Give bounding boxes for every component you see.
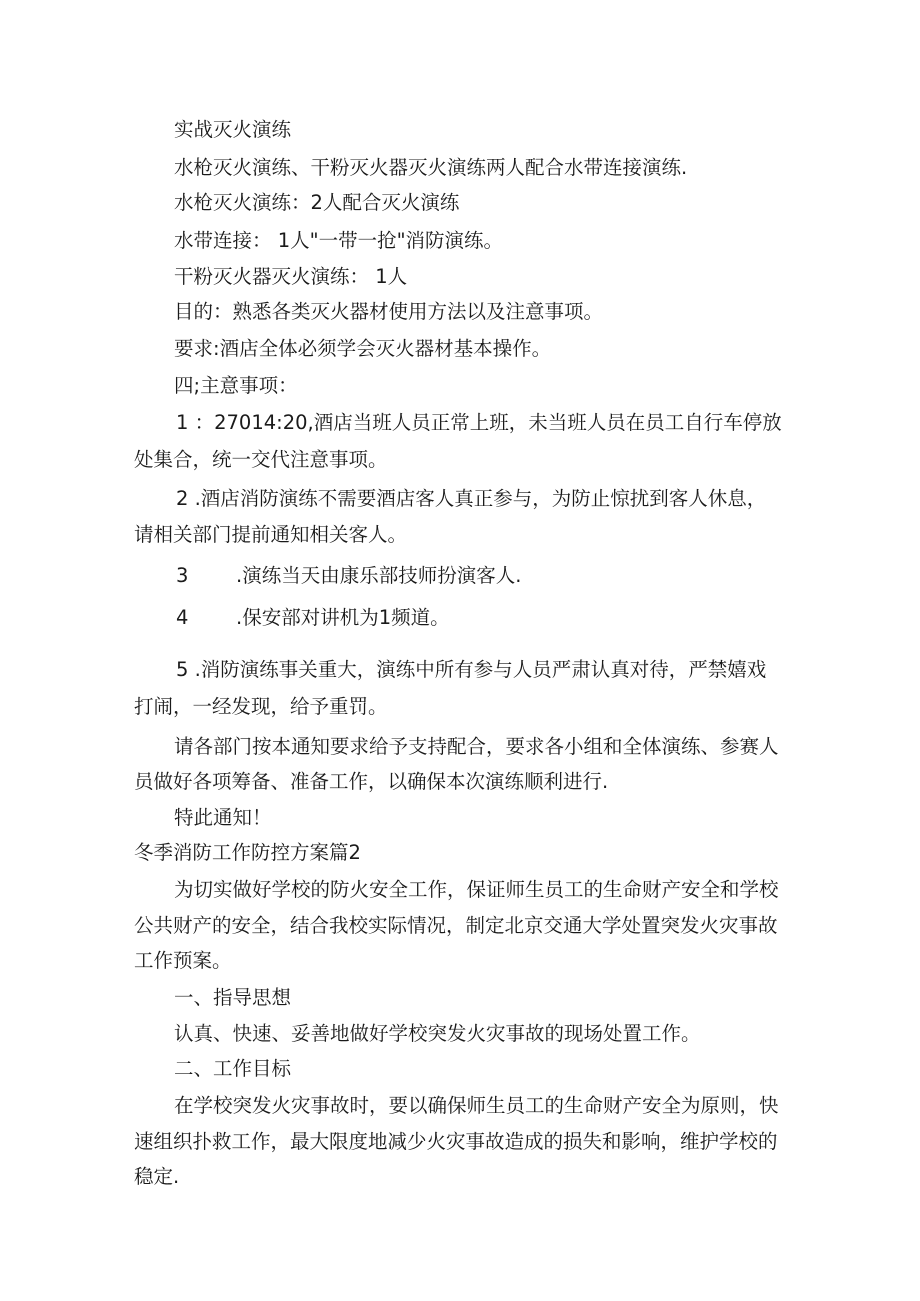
text-line: 实战灭火演练	[174, 118, 292, 141]
text-line: .演练当天由康乐部技师扮演客人.	[236, 564, 522, 587]
text-line: 5 .消防演练事关重大，演练中所有参与人员严肃认真对待，严禁嬉戏	[176, 658, 767, 681]
section-heading: 四;主意事项：	[174, 374, 298, 397]
text-line: 目的：熟悉各类灭火器材使用方法以及注意事项。	[174, 300, 604, 323]
text-line: 请相关部门提前通知相关客人。	[134, 523, 408, 546]
text-line: 打闹，一经发现，给予重罚。	[134, 695, 388, 718]
text-line: 请各部门按本通知要求给予支持配合，要求各小组和全体演练、参赛人	[174, 735, 779, 758]
section-heading: 二、工作目标	[174, 1057, 292, 1080]
text-line: 要求:酒店全体必须学会灭火器材基本操作。	[174, 337, 552, 360]
list-number: 4	[176, 606, 189, 629]
text-line: 稳定.	[134, 1165, 180, 1188]
text-line: 特此通知！	[174, 806, 272, 829]
text-line: 水带连接： 1人"一带一抢"消防演练。	[174, 229, 504, 252]
text-line: 干粉灭火器灭火演练： 1人	[174, 265, 408, 288]
text-line: 1 ：27014:20,酒店当班人员正常上班，未当班人员在员工自行车停放	[176, 411, 782, 434]
section-title: 冬季消防工作防控方案篇2	[134, 841, 361, 864]
text-line: 水枪灭火演练：2人配合灭火演练	[174, 191, 460, 214]
text-line: 认真、快速、妥善地做好学校突发火灾事故的现场处置工作。	[174, 1022, 701, 1045]
text-line: .保安部对讲机为1频道。	[236, 606, 450, 629]
text-line: 水枪灭火演练、干粉灭火器灭火演练两人配合水带连接演练.	[174, 156, 688, 179]
text-line: 工作预案。	[134, 949, 232, 972]
section-heading: 一、指导思想	[174, 986, 292, 1009]
list-number: 3	[176, 564, 189, 587]
text-line: 处集合，统一交代注意事项。	[134, 448, 388, 471]
text-line: 2 .酒店消防演练不需要酒店客人真正参与，为防止惊扰到客人休息，	[176, 487, 767, 510]
text-line: 在学校突发火灾事故时，要以确保师生员工的生命财产安全为原则，快	[174, 1094, 779, 1117]
text-line: 速组织扑救工作，最大限度地减少火灾事故造成的损失和影响，维护学校的	[134, 1130, 778, 1153]
text-line: 员做好各项筹备、准备工作，以确保本次演练顺利进行.	[134, 770, 609, 793]
text-line: 为切实做好学校的防火安全工作，保证师生员工的生命财产安全和学校	[174, 878, 779, 901]
text-line: 公共财产的安全，结合我校实际情况，制定北京交通大学处置突发火灾事故	[134, 914, 778, 937]
